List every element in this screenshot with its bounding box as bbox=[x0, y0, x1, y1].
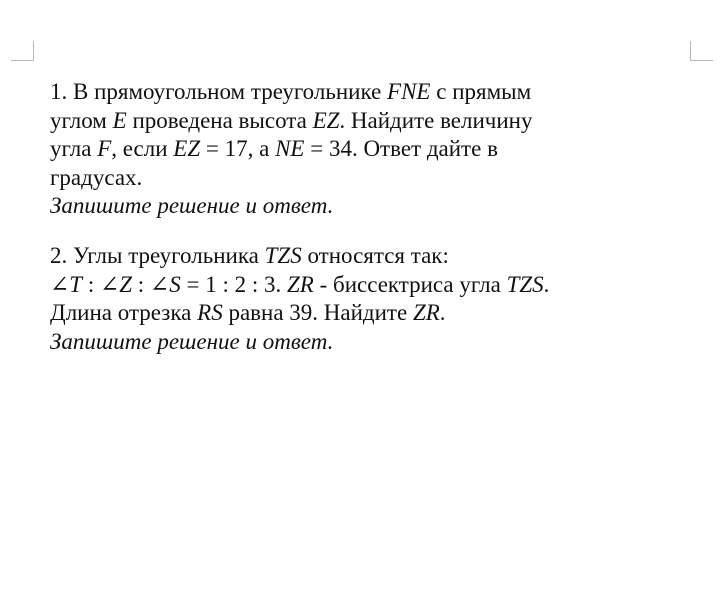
text-run: градусах. bbox=[50, 164, 143, 190]
crop-mark-top-left bbox=[11, 41, 34, 61]
math-variable: TZS bbox=[264, 243, 302, 268]
text-run: : ∠ bbox=[132, 271, 170, 297]
math-variable: T bbox=[69, 271, 83, 297]
math-variable: RS bbox=[197, 300, 223, 325]
text-run: . Найдите величину bbox=[339, 107, 533, 133]
math-variable: TZS bbox=[506, 271, 544, 297]
math-variable: ZR bbox=[412, 300, 440, 325]
problem-2-line-1 bbox=[50, 242, 700, 271]
text-run: с прямым bbox=[430, 79, 532, 104]
problem-1-line-1 bbox=[50, 78, 700, 107]
text-run: = 17, а bbox=[200, 136, 276, 161]
problem-2 bbox=[50, 242, 700, 356]
text-run: 1. В прямоугольном треугольнике bbox=[50, 79, 388, 104]
math-variable: F bbox=[97, 136, 112, 161]
problem-1-line-4 bbox=[50, 164, 700, 193]
problem-2-instruction: Запишите решение и ответ. bbox=[50, 328, 334, 354]
text-run: . bbox=[543, 271, 550, 297]
text-run: , если bbox=[111, 136, 174, 161]
math-variable: E bbox=[112, 107, 127, 133]
problem-1 bbox=[50, 78, 700, 221]
problem-1-line-3 bbox=[50, 135, 700, 164]
math-variable: ZR bbox=[286, 271, 314, 297]
text-run: относятся так: bbox=[301, 243, 449, 268]
text-run: - биссектриса угла bbox=[313, 271, 507, 297]
text-run: = 34. Ответ дайте в bbox=[304, 136, 498, 161]
problem-1-line-2 bbox=[50, 107, 700, 136]
problem-2-line-3 bbox=[50, 299, 700, 328]
math-variable: NE bbox=[275, 136, 305, 161]
text-run: Длина отрезка bbox=[50, 300, 198, 325]
text-run: равна 39. Найдите bbox=[222, 300, 413, 325]
text-run: ∠ bbox=[50, 271, 70, 297]
math-variable: EZ bbox=[312, 107, 340, 133]
math-variable: Z bbox=[119, 271, 133, 297]
text-run: углом bbox=[50, 107, 113, 133]
text-run: : ∠ bbox=[82, 271, 120, 297]
problem-2-line-2 bbox=[50, 271, 700, 300]
math-variable: EZ bbox=[173, 136, 201, 161]
crop-mark-top-right bbox=[690, 41, 713, 61]
problem-1-instruction: Запишите решение и ответ. bbox=[50, 193, 334, 218]
text-run: угла bbox=[50, 136, 98, 161]
text-run: проведена высота bbox=[126, 107, 313, 133]
text-run: = 1 : 2 : 3. bbox=[180, 271, 287, 297]
math-variable: FNE bbox=[387, 79, 431, 104]
math-variable: S bbox=[169, 271, 181, 297]
text-run: . bbox=[439, 300, 446, 325]
text-run: 2. Углы треугольника bbox=[50, 243, 265, 268]
